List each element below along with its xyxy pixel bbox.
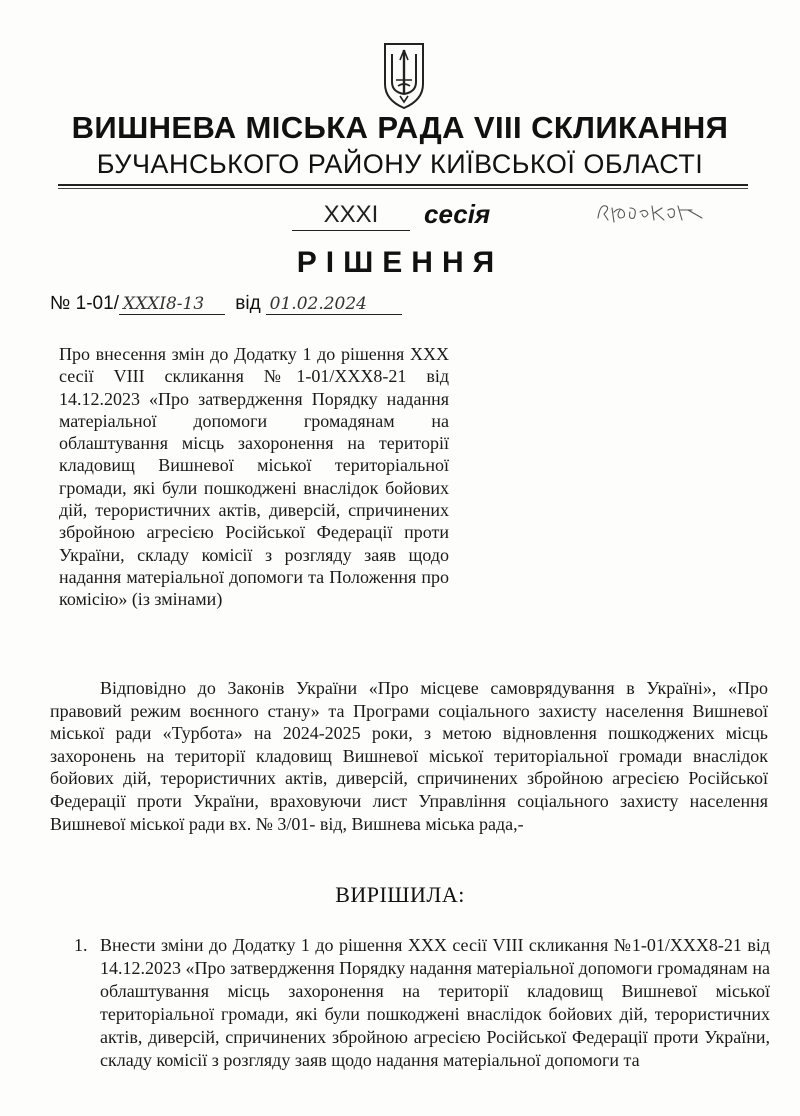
header-divider-thin: [58, 188, 748, 189]
decision-number-handwritten: XXXI8-13: [119, 294, 225, 315]
trident-icon: [381, 38, 427, 110]
session-number: XXXI: [292, 200, 410, 231]
clause-text: Внести зміни до Додатку 1 до рішення XXX сесії VIII скликання №1-01/XXX8-21 від 14.12.2023 «Про затвердження Порядку надання матеріальної допомоги громадянам на облаштування місць захоронення на території кладовищ Вишневої міської територіальної громади, які були пошкоджені внаслідок бойових дій, терористичних актів, диверсій, спричинених збройною агресією Російської Федерації проти України, складу комісії з розгляду заяв щодо надання матеріальної допомоги та: [100, 935, 770, 1070]
draft-handwritten-note: [592, 198, 716, 228]
council-name: ВИШНЕВА МІСЬКА РАДА VIII СКЛИКАННЯ: [71, 110, 729, 145]
clause-number: 1.: [74, 935, 88, 955]
resolved-heading: ВИРІШИЛА:: [335, 882, 465, 907]
decision-date-handwritten: 01.02.2024: [266, 294, 402, 315]
decision-subject: Про внесення змін до Додатку 1 до рішення XXX сесії VIII скликання №1-01/XXX8-21 від 14.12.2023 «Про затвердження Порядку надання матеріальної допомоги громадянам на облаштування місць захоронення на території кладовищ Вишневої міської територіальної громади, які були пошкоджені внаслідок бойових дій, терористичних актів, диверсій, спричинених збройною агресією Російської Федерації проти України, складу комісії з розгляду заяв щодо надання матеріальної допомоги та Положення про комісію» (із змінами): [59, 344, 449, 610]
preamble-paragraph: Відповідно до Законів України «Про місцеве самоврядування в Україні», «Про правовий режим воєнного стану» та Програми соціального захисту населення Вишневої міської ради «Турбота» на 2024-2025 роки, з метою відновлення пошкоджених місць захоронень на території кладовищ Вишневої міської територіальної громади внаслідок бойових дій, терористичних актів, диверсій, спричинених збройною агресією Російської Федерації проти України, враховуючи лист Управління соціального захисту населення Вишневої міської ради вх. № 3/01- від, Вишнева міська рада,-: [50, 678, 768, 834]
decision-number-prefix: № 1-01/: [50, 293, 119, 314]
decision-title: РІШЕННЯ: [296, 246, 504, 279]
region-name: БУЧАНСЬКОГО РАЙОНУ КИЇВСЬКОЇ ОБЛАСТІ: [96, 149, 704, 179]
decision-number-line: [50, 293, 402, 315]
date-prefix: від: [235, 293, 261, 314]
header-divider: [58, 184, 748, 186]
session-label: сесія: [424, 199, 491, 229]
